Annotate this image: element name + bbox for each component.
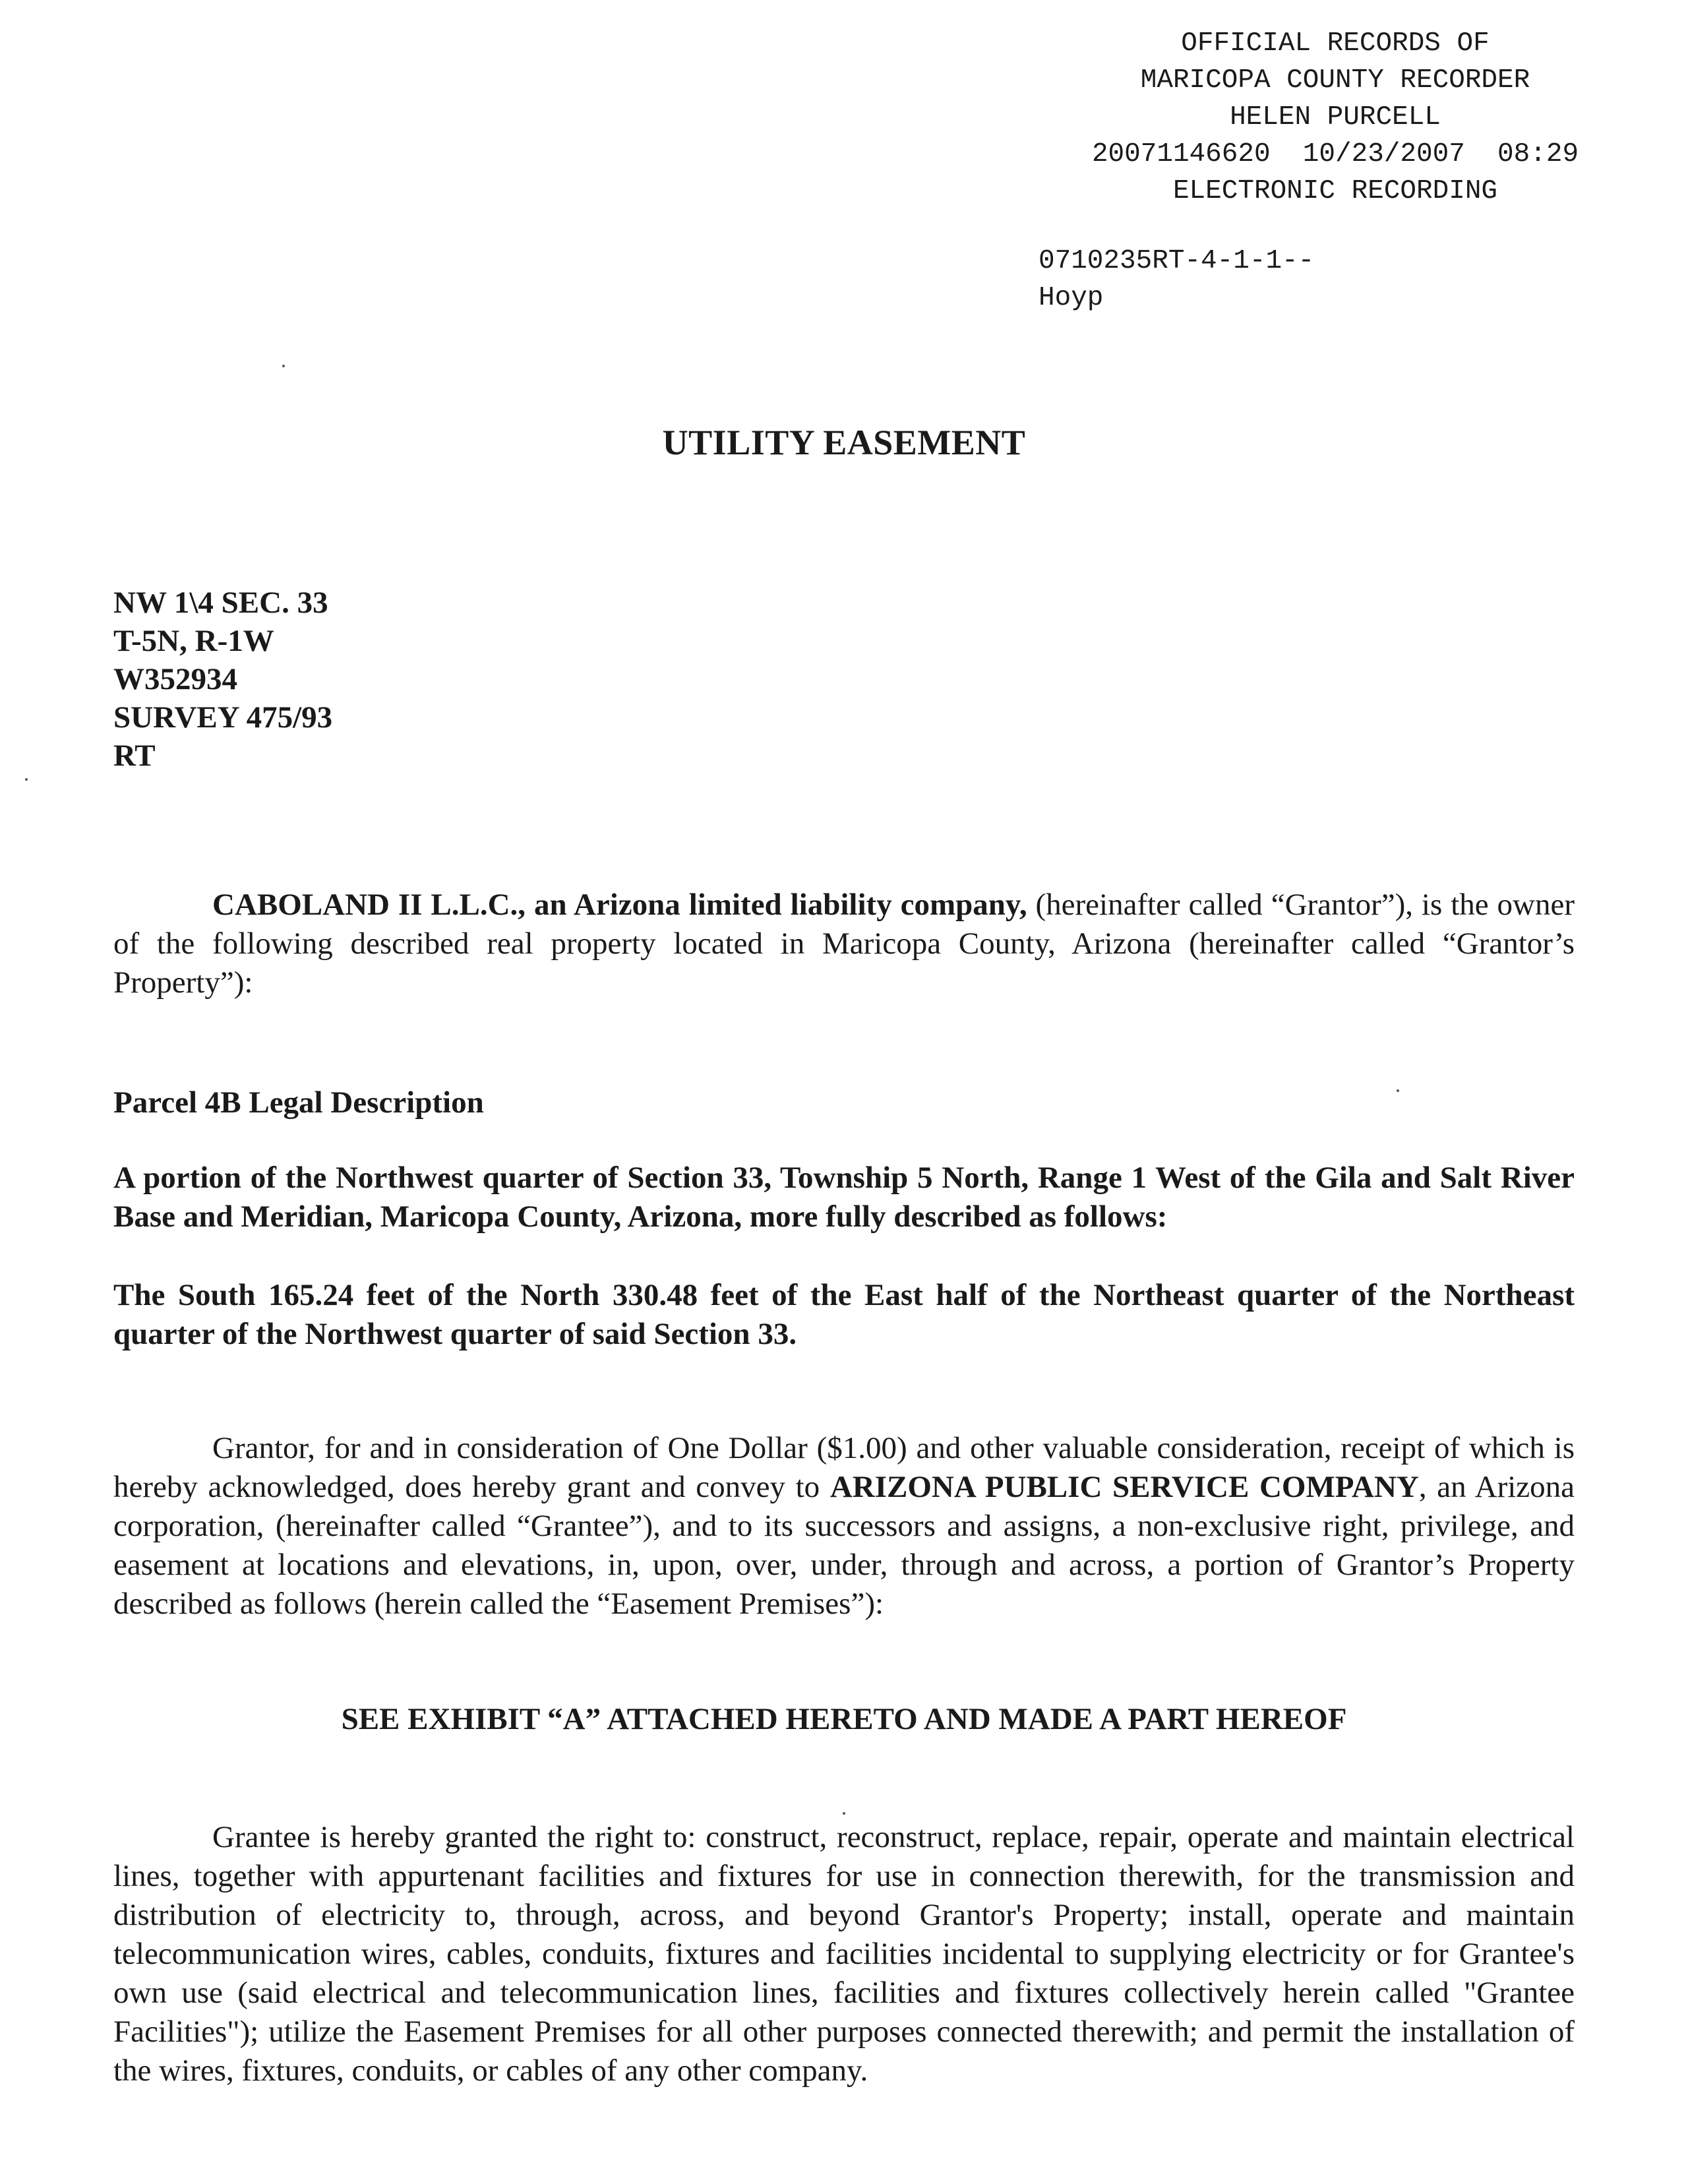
exhibit-heading: SEE EXHIBIT “A” ATTACHED HERETO AND MADE A PART HEREOF: [341, 1702, 1347, 1736]
document-title: UTILITY EASEMENT: [662, 423, 1026, 462]
grantor-name: CABOLAND II L.L.C., an Arizona limited liability company,: [212, 888, 1027, 922]
grantor-paragraph: [113, 886, 1575, 1002]
ref-line: RT: [113, 739, 156, 773]
grantor-text: (hereinafter called “Grantor”), is the owner of the following described real property located in Maricopa County, Arizona (hereinafter called “Grantor’s Property”):: [113, 888, 1575, 1000]
grant-paragraph: [113, 1429, 1575, 1623]
ref-line: SURVEY 475/93: [113, 700, 333, 735]
recorder-initials: Hoyp: [1039, 283, 1104, 313]
ref-line: NW 1\4 SEC. 33: [113, 586, 328, 620]
stamp-line-5: ELECTRONIC RECORDING: [1172, 176, 1498, 206]
grant-text-1: Grantor, for and in consideration of One Dollar ($1.00) and other valuable consideration, receipt of which is hereby acknowledged, does hereby grant and convey to: [113, 1431, 1575, 1504]
stamp-line-1: OFFICIAL RECORDS OF: [1181, 28, 1490, 59]
scan-speck: [843, 1812, 845, 1815]
stamp-line-3: HELEN PURCELL: [1230, 102, 1441, 133]
ref-line: T-5N, R-1W: [113, 624, 274, 658]
scan-speck: [25, 778, 28, 781]
grantee-name: ARIZONA PUBLIC SERVICE COMPANY: [829, 1470, 1419, 1504]
recording-code: 0710235RT-4-1-1--: [1039, 246, 1315, 276]
parcel-heading: Parcel 4B Legal Description: [113, 1085, 484, 1120]
legal-description-1: A portion of the Northwest quarter of Section 33, Township 5 North, Range 1 West of the Gila and Salt River Base and Meridian, Maricopa County, Arizona, more fully described as follows:: [113, 1161, 1575, 1234]
ref-line: W352934: [113, 662, 237, 696]
rights-paragraph: Grantee is hereby granted the right to: construct, reconstruct, replace, repair, operate and maintain electrical lines, together with appurtenant facilities and fixtures for use in connection therewith, for the transmission and distribution of electricity to, through, across, and beyond Grantor's Property; install, operate and maintain telecommunication wires, cables, conduits, fixtures and facilities incidental to supplying electricity or for Grantee's own use (said electrical and telecommunication lines, facilities and fixtures collectively herein called "Grantee Facilities"); utilize the Easement Premises for all other purposes connected therewith; and permit the installation of the wires, fixtures, conduits, or cables of any other company.: [113, 1820, 1575, 2088]
stamp-line-4: 20071146620 10/23/2007 08:29: [1091, 139, 1579, 169]
scan-speck: [282, 365, 285, 367]
recording-stamp: [1039, 25, 1632, 317]
legal-description-2: The South 165.24 feet of the North 330.48 feet of the East half of the Northeast quarter of the Northeast quarter of the Northwest quarter of said Section 33.: [113, 1278, 1575, 1351]
stamp-line-2: MARICOPA COUNTY RECORDER: [1140, 65, 1530, 96]
grant-text-2: , an Arizona corporation, (hereinafter called “Grantee”), and to its successors and assigns, a non-exclusive right, privilege, and easement at locations and elevations, in, upon, over, under, through and across, a portion of Grantor’s Property described as follows (herein called the “Easement Premises”):: [113, 1470, 1575, 1621]
location-references: [113, 584, 332, 775]
